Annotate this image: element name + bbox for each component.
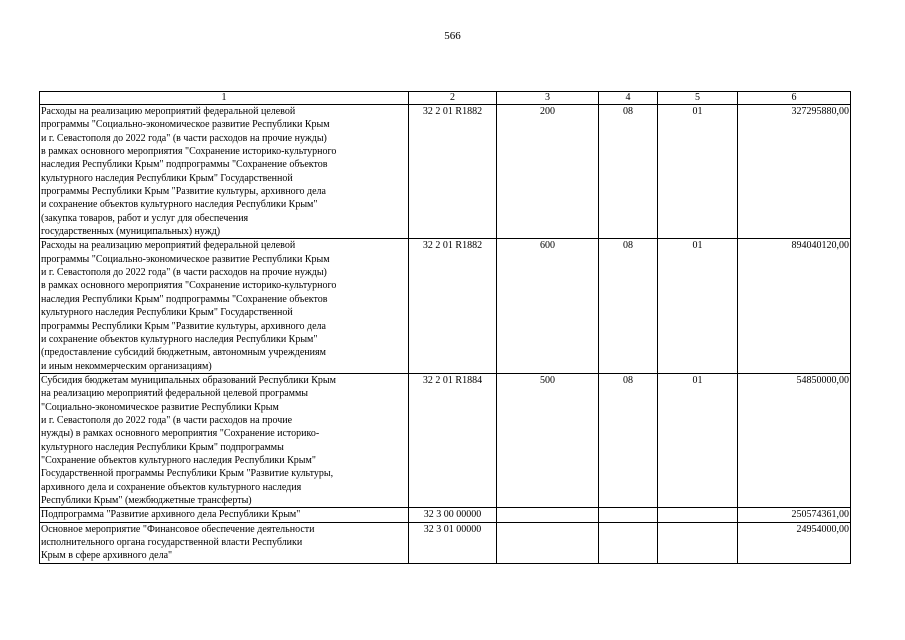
row-col5: 01 [658, 105, 738, 239]
table-row [40, 239, 851, 373]
row-description: Основное мероприятие "Финансовое обеспечение деятельности исполнительного органа государственной власти Республики Крым в сфере архивного дела" [40, 522, 409, 563]
row-code: 32 2 01 R1884 [409, 373, 497, 507]
row-code: 32 3 01 00000 [409, 522, 497, 563]
row-col4 [599, 508, 658, 522]
table-row [40, 508, 851, 522]
row-amount: 24954000,00 [738, 522, 851, 563]
row-amount: 894040120,00 [738, 239, 851, 373]
row-code: 32 2 01 R1882 [409, 105, 497, 239]
table-header-row [40, 92, 851, 105]
row-col3: 200 [497, 105, 599, 239]
row-col3 [497, 508, 599, 522]
row-code: 32 2 01 R1882 [409, 239, 497, 373]
row-col4 [599, 522, 658, 563]
row-col5 [658, 508, 738, 522]
column-header-5: 5 [658, 92, 738, 105]
page-number: 566 [444, 30, 461, 42]
row-amount: 54850000,00 [738, 373, 851, 507]
table-row [40, 522, 851, 563]
row-code: 32 3 00 00000 [409, 508, 497, 522]
row-col5: 01 [658, 373, 738, 507]
row-col3: 600 [497, 239, 599, 373]
row-description: Субсидия бюджетам муниципальных образований Республики Крым на реализацию мероприятий федеральной целевой программы "Социально-экономическое развитие Республики Крым и г. Севастополя до 2022 года" (в части расходов на прочие нужды) в рамках основного мероприятия "Сохранение историко- культурного наследия Республики Крым" подпрограммы "Сохранение объектов культурного наследия Республики Крым" Государственной программы Республики Крым "Развитие культуры, архивного дела и сохранение объектов культурного наследия Республики Крым" (межбюджетные трансферты) [40, 373, 409, 507]
column-header-4: 4 [599, 92, 658, 105]
column-header-2: 2 [409, 92, 497, 105]
row-col4: 08 [599, 239, 658, 373]
column-header-1: 1 [40, 92, 409, 105]
table-row [40, 373, 851, 507]
row-amount: 327295880,00 [738, 105, 851, 239]
table-row [40, 105, 851, 239]
row-col5 [658, 522, 738, 563]
row-col3: 500 [497, 373, 599, 507]
row-amount: 250574361,00 [738, 508, 851, 522]
row-col4: 08 [599, 105, 658, 239]
column-header-3: 3 [497, 92, 599, 105]
row-col5: 01 [658, 239, 738, 373]
row-description: Подпрограмма "Развитие архивного дела Республики Крым" [40, 508, 409, 522]
row-description: Расходы на реализацию мероприятий федеральной целевой программы "Социально-экономическое развитие Республики Крым и г. Севастополя до 2022 года" (в части расходов на прочие нужды) в рамках основного мероприятия "Сохранение историко-культурного наследия Республики Крым" подпрограммы "Сохранение объектов культурного наследия Республики Крым" Государственной программы Республики Крым "Развитие культуры, архивного дела и сохранение объектов культурного наследия Республики Крым" (закупка товаров, работ и услуг для обеспечения государственных (муниципальных) нужд) [40, 105, 409, 239]
column-header-6: 6 [738, 92, 851, 105]
row-col3 [497, 522, 599, 563]
budget-table [39, 91, 851, 564]
row-description: Расходы на реализацию мероприятий федеральной целевой программы "Социально-экономическое развитие Республики Крым и г. Севастополя до 2022 года" (в части расходов на прочие нужды) в рамках основного мероприятия "Сохранение историко-культурного наследия Республики Крым" подпрограммы "Сохранение объектов культурного наследия Республики Крым" Государственной программы Республики Крым "Развитие культуры, архивного дела и сохранение объектов культурного наследия Республики Крым" (предоставление субсидий бюджетным, автономным учреждениям и иным некоммерческим организациям) [40, 239, 409, 373]
row-col4: 08 [599, 373, 658, 507]
